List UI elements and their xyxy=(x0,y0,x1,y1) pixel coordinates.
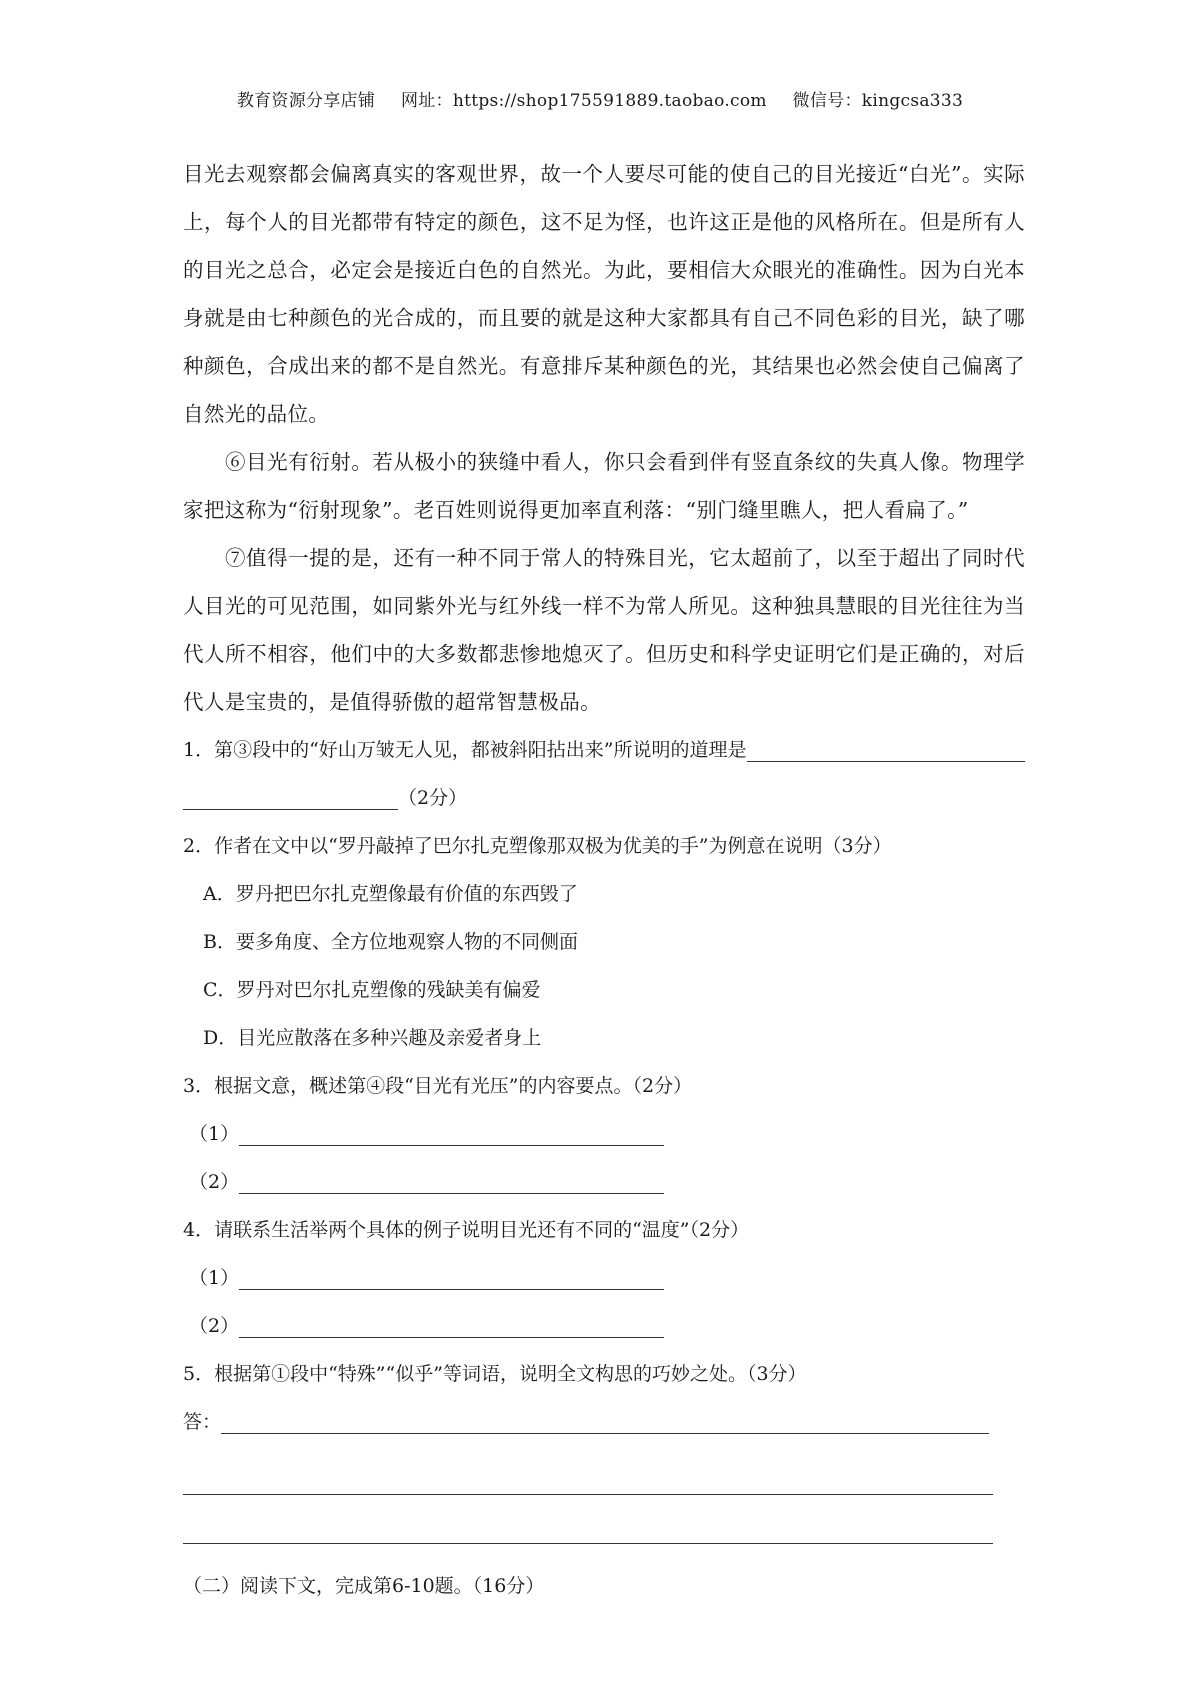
question-3-blank-2[interactable] xyxy=(239,1171,664,1194)
question-5-answer-label: 答： xyxy=(183,1411,222,1433)
option-a[interactable] xyxy=(183,870,1025,918)
question-3-answer-2 xyxy=(183,1158,1025,1206)
question-4 xyxy=(183,1206,1025,1254)
wechat-id: 微信号：kingcsa333 xyxy=(792,91,964,111)
option-c[interactable] xyxy=(183,966,1025,1014)
question-2 xyxy=(183,822,1025,870)
passage-paragraph-5-continued: 目光去观察都会偏离真实的客观世界，故一个人要尽可能的使自己的目光接近“白光”。实际上，每个人的目光都带有特定的颜色，这不足为怪，也许这正是他的风格所在。但是所有人的目光之总合，必定会是接近白色的自然光。为此，要相信大众眼光的准确性。因为白光本身就是由七种颜色的光合成的，而且要的就是这种大家都具有自己不同色彩的目光，缺了哪种颜色，合成出来的都不是自然光。有意排斥某种颜色的光，其结果也必然会使自己偏离了自然光的品位。 xyxy=(183,162,1025,426)
section-2-text: （二）阅读下文，完成第6-10题。（16分） xyxy=(183,1575,545,1597)
question-3-blank-1[interactable] xyxy=(239,1123,664,1146)
question-3-text: 3．根据文意，概述第④段“目光有光压”的内容要点。（2分） xyxy=(183,1075,693,1097)
question-3-item-1-label: （1） xyxy=(189,1123,240,1145)
option-d[interactable] xyxy=(183,1014,1025,1062)
question-3-answer-1 xyxy=(183,1110,1025,1158)
question-5-blank-2[interactable] xyxy=(183,1464,993,1495)
question-4-item-2-label: （2） xyxy=(189,1315,240,1337)
shop-name: 教育资源分享店铺 xyxy=(236,91,376,111)
question-4-item-1-label: （1） xyxy=(189,1267,240,1289)
document-body xyxy=(183,150,1025,1610)
section-2-heading xyxy=(183,1562,1025,1610)
page-header xyxy=(0,86,1200,111)
question-1-blank-2[interactable] xyxy=(183,787,398,810)
option-d-text: D．目光应散落在多种兴趣及亲爱者身上 xyxy=(203,1027,542,1049)
shop-website: 网址：https://shop175591889.taobao.com xyxy=(400,91,767,111)
question-5 xyxy=(183,1350,1025,1398)
question-5-blank-3[interactable] xyxy=(183,1513,993,1544)
option-c-text: C．罗丹对巴尔扎克塑像的残缺美有偏爱 xyxy=(203,979,541,1001)
question-1-text: 1．第③段中的“好山万皱无人见，都被斜阳拈出来”所说明的道理是 xyxy=(183,739,747,761)
question-1-blank[interactable] xyxy=(747,739,1025,762)
option-a-text: A．罗丹把巴尔扎克塑像最有价值的东西毁了 xyxy=(203,883,578,905)
question-4-blank-2[interactable] xyxy=(239,1315,664,1338)
question-1 xyxy=(183,726,1025,774)
option-b-text: B．要多角度、全方位地观察人物的不同侧面 xyxy=(203,931,578,953)
question-5-blank-1[interactable] xyxy=(221,1411,989,1434)
passage-paragraph-7: ⑦值得一提的是，还有一种不同于常人的特殊目光，它太超前了，以至于超出了同时代人目光的可见范围，如同紫外光与红外线一样不为常人所见。这种独具慧眼的目光往往为当代人所不相容，他们中的大多数都悲惨地熄灭了。但历史和科学史证明它们是正确的，对后代人是宝贵的，是值得骄傲的超常智慧极品。 xyxy=(183,546,1025,714)
question-4-answer-2 xyxy=(183,1302,1025,1350)
passage-paragraph-6: ⑥目光有衍射。若从极小的狭缝中看人，你只会看到伴有竖直条纹的失真人像。物理学家把这称为“衍射现象”。老百姓则说得更加率直利落：“别门缝里瞧人，把人看扁了。” xyxy=(183,450,1025,522)
option-b[interactable] xyxy=(183,918,1025,966)
question-1-continued xyxy=(183,774,1025,822)
question-4-text: 4．请联系生活举两个具体的例子说明目光还有不同的“温度”（2分） xyxy=(183,1219,750,1241)
question-5-answer xyxy=(183,1398,1025,1446)
question-2-text: 2．作者在文中以“罗丹敲掉了巴尔扎克塑像那双极为优美的手”为例意在说明（3分） xyxy=(183,835,892,857)
question-3-item-2-label: （2） xyxy=(189,1171,240,1193)
question-1-score: （2分） xyxy=(398,787,468,809)
question-5-text: 5．根据第①段中“特殊”“似乎”等词语，说明全文构思的巧妙之处。（3分） xyxy=(183,1363,807,1385)
question-4-blank-1[interactable] xyxy=(239,1267,664,1290)
question-3 xyxy=(183,1062,1025,1110)
question-4-answer-1 xyxy=(183,1254,1025,1302)
